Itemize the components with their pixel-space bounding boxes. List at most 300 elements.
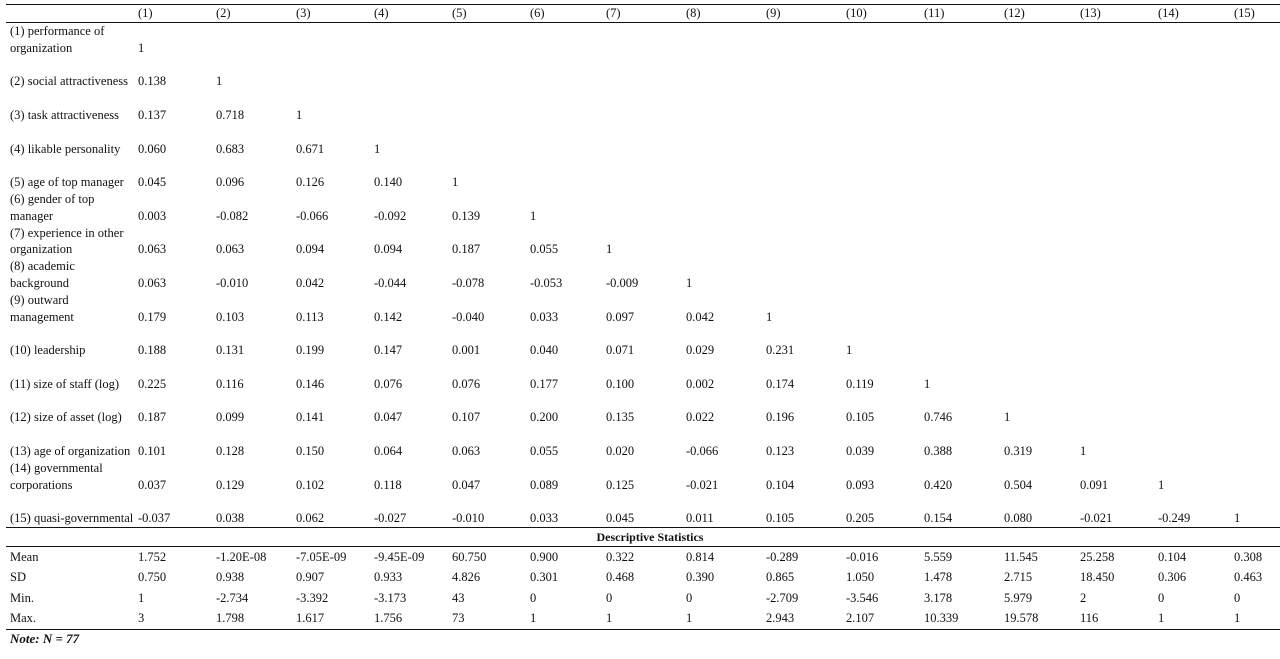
correlation-cell: 0.147 [374, 343, 403, 358]
correlation-cell [1000, 258, 1076, 292]
correlation-cell: -0.053 [530, 275, 563, 290]
correlation-cell: -0.078 [452, 275, 485, 290]
column-header: (3) [292, 5, 370, 23]
correlation-cell: 0.131 [216, 343, 245, 358]
correlation-cell: 0.142 [374, 309, 403, 324]
correlation-cell: 0.137 [138, 107, 167, 122]
correlation-row [6, 57, 1280, 91]
correlation-cell: 0.140 [374, 175, 403, 190]
correlation-cell: -0.021 [1076, 493, 1154, 527]
correlation-cell [920, 292, 1000, 326]
correlation-cell: -0.010 [216, 275, 249, 290]
correlation-row [6, 460, 1280, 494]
correlation-cell: 0.089 [530, 477, 559, 492]
correlation-cell [1076, 292, 1154, 326]
correlation-cell [682, 225, 762, 259]
correlation-cell: 0.091 [1080, 477, 1109, 492]
correlation-cell [1154, 225, 1230, 259]
correlation-cell: 1 [1004, 410, 1011, 425]
stat-cell: 60.750 [452, 549, 487, 564]
row-label: (2) social attractiveness [10, 74, 129, 89]
row-label: (13) age of organization [10, 443, 131, 458]
correlation-cell: 0.076 [374, 376, 403, 391]
correlation-cell [920, 124, 1000, 158]
correlation-cell: 0.104 [766, 477, 795, 492]
stat-cell: 1.617 [292, 608, 370, 629]
correlation-cell [842, 157, 920, 191]
correlation-cell [1076, 258, 1154, 292]
stat-cell: 3 [134, 608, 212, 629]
row-label: (8) academic background [10, 259, 75, 290]
stat-cell: 25.258 [1080, 549, 1115, 564]
correlation-cell: 0.103 [216, 309, 245, 324]
correlation-cell: 1 [1230, 493, 1280, 527]
correlation-cell: 0.042 [686, 309, 715, 324]
correlation-cell [602, 124, 682, 158]
correlation-cell: 0.188 [138, 343, 167, 358]
correlation-row [6, 90, 1280, 124]
correlation-cell: 0.118 [374, 477, 402, 492]
column-header: (7) [602, 5, 682, 23]
stat-cell: 1.798 [212, 608, 292, 629]
correlation-cell: -0.092 [374, 208, 407, 223]
correlation-cell [526, 124, 602, 158]
stat-cell: 10.339 [920, 608, 1000, 629]
correlation-cell [602, 157, 682, 191]
stat-cell: -3.546 [846, 590, 879, 605]
descriptive-row [6, 567, 1280, 588]
correlation-cell [1230, 292, 1280, 326]
correlation-cell: 0.063 [138, 242, 167, 257]
correlation-cell: -0.044 [374, 275, 407, 290]
stat-cell: 2.943 [762, 608, 842, 629]
stat-cell: 0.814 [686, 549, 715, 564]
correlation-cell [1154, 191, 1230, 225]
correlation-cell [1076, 124, 1154, 158]
correlation-cell: 0.040 [530, 343, 559, 358]
correlation-cell: 0.139 [452, 208, 481, 223]
correlation-cell [1154, 90, 1230, 124]
stat-cell: 5.559 [924, 549, 953, 564]
correlation-cell [1154, 124, 1230, 158]
stat-cell: 1 [602, 608, 682, 629]
correlation-cell [842, 23, 920, 57]
correlation-cell [1154, 157, 1230, 191]
correlation-cell: 0.055 [530, 242, 559, 257]
correlation-cell [1000, 23, 1076, 57]
correlation-cell [370, 23, 448, 57]
correlation-cell: 0.097 [606, 309, 635, 324]
correlation-cell [762, 23, 842, 57]
correlation-cell [1076, 225, 1154, 259]
correlation-cell: 0.123 [766, 443, 795, 458]
correlation-cell [1076, 325, 1154, 359]
correlation-cell: 0.105 [762, 493, 842, 527]
correlation-cell: 0.033 [526, 493, 602, 527]
descriptive-row [6, 608, 1280, 629]
correlation-cell [292, 57, 370, 91]
correlation-cell: 1 [452, 175, 459, 190]
stat-cell: 0 [606, 590, 613, 605]
correlation-cell [842, 292, 920, 326]
correlation-cell: 0.683 [216, 141, 245, 156]
stat-cell: 1.050 [846, 570, 875, 585]
correlation-cell: 0.002 [686, 376, 715, 391]
stat-cell: 1 [1154, 608, 1230, 629]
correlation-cell [1230, 258, 1280, 292]
correlation-cell: 0.119 [846, 376, 874, 391]
correlation-row [6, 225, 1280, 259]
correlation-cell: 0.047 [452, 477, 481, 492]
correlation-cell: 1 [138, 40, 145, 55]
correlation-cell: 0.125 [606, 477, 635, 492]
correlation-cell [1076, 57, 1154, 91]
correlation-row [6, 23, 1280, 57]
correlation-cell [526, 157, 602, 191]
correlation-cell: 0.388 [924, 443, 953, 458]
correlation-row [6, 359, 1280, 393]
correlation-cell: 1 [846, 343, 853, 358]
correlation-cell: 0.135 [606, 410, 635, 425]
correlation-cell [920, 23, 1000, 57]
correlation-cell: 0.080 [1000, 493, 1076, 527]
correlation-cell [1154, 426, 1230, 460]
correlation-cell: -0.009 [606, 275, 639, 290]
correlation-cell [762, 90, 842, 124]
correlation-cell [1076, 359, 1154, 393]
correlation-row [6, 426, 1280, 460]
correlation-cell: 1 [1158, 477, 1165, 492]
stat-cell: 0.301 [530, 570, 559, 585]
stat-cell: 0.865 [766, 570, 795, 585]
correlation-cell: 0.105 [846, 410, 875, 425]
correlation-cell: 0.047 [374, 410, 403, 425]
header-row [6, 5, 1280, 23]
stat-label: Min. [10, 590, 34, 605]
correlation-cell: 0.154 [920, 493, 1000, 527]
correlation-cell: -0.037 [134, 493, 212, 527]
correlation-cell [842, 90, 920, 124]
correlation-cell [762, 225, 842, 259]
stat-cell: -0.289 [766, 549, 799, 564]
correlation-cell: 0.076 [452, 376, 481, 391]
stat-cell: 0.468 [606, 570, 635, 585]
correlation-cell: 0.319 [1004, 443, 1033, 458]
correlation-cell: 0.045 [138, 175, 167, 190]
stat-cell: 0.750 [138, 570, 167, 585]
correlation-cell [920, 325, 1000, 359]
correlation-cell [448, 124, 526, 158]
row-label: (1) performance of organization [10, 24, 105, 55]
correlation-cell [1154, 393, 1230, 427]
correlation-cell: 0.141 [296, 410, 325, 425]
row-label: (3) task attractiveness [10, 107, 119, 122]
correlation-cell [1230, 124, 1280, 158]
stat-cell: -2.734 [216, 590, 249, 605]
sample-size-note: Note: N = 77 [10, 631, 80, 646]
correlation-cell: 1 [374, 141, 381, 156]
row-label: (15) quasi-governmental [6, 493, 134, 527]
correlation-cell [842, 225, 920, 259]
column-header: (8) [682, 5, 762, 23]
correlation-cell: 1 [296, 107, 303, 122]
correlation-cell: 0.100 [606, 376, 635, 391]
correlation-cell: 0.138 [138, 74, 167, 89]
row-label: (14) governmental corporations [10, 460, 103, 492]
correlation-cell: 1 [1080, 443, 1087, 458]
descriptive-title: Descriptive Statistics [6, 527, 1280, 546]
correlation-cell: 0.177 [530, 376, 559, 391]
column-header: (14) [1154, 5, 1230, 23]
stat-cell: 0.907 [296, 570, 325, 585]
correlation-cell: 0.064 [374, 443, 403, 458]
correlation-cell: 1 [766, 309, 773, 324]
correlation-cell: 0.718 [216, 107, 245, 122]
correlation-row [6, 292, 1280, 326]
stat-cell: 0 [1158, 590, 1165, 605]
stat-cell: 0 [530, 590, 537, 605]
stat-label: SD [10, 570, 26, 585]
stat-cell: -1.20E-08 [216, 549, 267, 564]
correlation-cell: 0.129 [216, 477, 245, 492]
stat-cell: 0.308 [1234, 549, 1263, 564]
correlation-cell [1000, 292, 1076, 326]
correlation-cell: 0.126 [296, 175, 325, 190]
correlation-row [6, 258, 1280, 292]
stat-label: Mean [10, 549, 39, 564]
correlation-row [6, 325, 1280, 359]
column-header: (9) [762, 5, 842, 23]
correlation-cell: 0.096 [216, 175, 245, 190]
stat-cell: -7.05E-09 [296, 549, 347, 564]
correlation-cell [1000, 124, 1076, 158]
correlation-cell: -0.040 [452, 309, 485, 324]
correlation-cell [370, 57, 448, 91]
correlation-cell: 0.003 [138, 208, 167, 223]
correlation-cell: 0.187 [452, 242, 481, 257]
stat-cell: 0.463 [1234, 570, 1263, 585]
correlation-row [6, 393, 1280, 427]
correlation-cell [526, 23, 602, 57]
correlation-cell [1230, 191, 1280, 225]
correlation-cell: 0.045 [602, 493, 682, 527]
correlation-cell: 0.196 [766, 410, 795, 425]
correlation-cell: 1 [530, 208, 537, 223]
column-header: (2) [212, 5, 292, 23]
correlation-cell: 0.020 [606, 443, 635, 458]
correlation-cell: 1 [924, 376, 931, 391]
correlation-cell [762, 258, 842, 292]
correlation-cell [920, 57, 1000, 91]
stat-cell: 1 [138, 590, 145, 605]
column-header: (11) [920, 5, 1000, 23]
correlation-cell: 0.039 [846, 443, 875, 458]
stat-cell: 73 [448, 608, 526, 629]
stat-cell: 1.752 [138, 549, 167, 564]
column-header: (10) [842, 5, 920, 23]
stat-cell: -3.392 [296, 590, 329, 605]
correlation-cell: -0.066 [296, 208, 329, 223]
correlation-cell: 0.063 [138, 275, 167, 290]
correlation-cell: 0.042 [296, 275, 325, 290]
correlation-cell: 0.038 [212, 493, 292, 527]
correlation-cell: 0.146 [296, 376, 325, 391]
correlation-cell [1000, 157, 1076, 191]
correlation-cell [1230, 460, 1280, 494]
correlation-cell: 0.200 [530, 410, 559, 425]
correlation-cell [602, 23, 682, 57]
row-label: (12) size of asset (log) [10, 410, 122, 425]
stat-cell: 4.826 [452, 570, 481, 585]
correlation-cell: 0.150 [296, 443, 325, 458]
correlation-cell [1154, 57, 1230, 91]
correlation-cell: -0.021 [686, 477, 719, 492]
correlation-cell [602, 90, 682, 124]
stat-cell: 0.104 [1158, 549, 1187, 564]
correlation-cell: 0.113 [296, 309, 324, 324]
correlation-cell [1154, 258, 1230, 292]
correlation-cell: 0.099 [216, 410, 245, 425]
correlation-cell: -0.010 [448, 493, 526, 527]
stat-cell: 1.478 [924, 570, 953, 585]
correlation-cell: 0.102 [296, 477, 325, 492]
correlation-cell: 0.231 [766, 343, 795, 358]
correlation-row [6, 157, 1280, 191]
correlation-cell: 1 [216, 74, 223, 89]
stat-cell: 1 [682, 608, 762, 629]
correlation-cell [920, 191, 1000, 225]
correlation-cell [920, 157, 1000, 191]
correlation-cell [762, 157, 842, 191]
correlation-cell [1230, 393, 1280, 427]
stat-cell: 0.390 [686, 570, 715, 585]
stat-cell: 0 [1234, 590, 1241, 605]
correlation-cell [842, 191, 920, 225]
correlation-cell [448, 90, 526, 124]
correlation-cell [212, 23, 292, 57]
correlation-cell: 1 [686, 275, 693, 290]
row-label: (4) likable personality [10, 141, 121, 156]
correlation-cell: 0.037 [138, 477, 167, 492]
correlation-cell [292, 23, 370, 57]
correlation-cell [1230, 325, 1280, 359]
correlation-cell: 0.746 [924, 410, 953, 425]
correlation-cell: 0.001 [452, 343, 481, 358]
stat-cell: 19.578 [1000, 608, 1076, 629]
column-header: (15) [1230, 5, 1280, 23]
column-header: (4) [370, 5, 448, 23]
correlation-cell: 0.094 [296, 242, 325, 257]
correlation-cell: 0.420 [924, 477, 953, 492]
stat-cell: 1 [526, 608, 602, 629]
descriptive-title-row [6, 527, 1280, 546]
correlation-cell: -0.027 [370, 493, 448, 527]
header-corner [6, 5, 134, 23]
stat-cell: 0.900 [530, 549, 559, 564]
stat-cell: 1 [1230, 608, 1280, 629]
stat-label: Max. [6, 608, 134, 629]
stat-cell: 2 [1080, 590, 1087, 605]
correlation-table [6, 4, 1280, 630]
row-label: (10) leadership [10, 343, 86, 358]
correlation-cell [842, 124, 920, 158]
correlation-cell [842, 258, 920, 292]
stat-cell: 5.979 [1004, 590, 1033, 605]
stat-cell: 2.107 [842, 608, 920, 629]
correlation-cell: 0.094 [374, 242, 403, 257]
correlation-cell: 0.093 [846, 477, 875, 492]
correlation-cell: 0.504 [1004, 477, 1033, 492]
correlation-cell: 0.128 [216, 443, 245, 458]
stat-cell: 11.545 [1004, 549, 1038, 564]
correlation-cell [1000, 359, 1076, 393]
correlation-cell [1000, 225, 1076, 259]
correlation-cell [1230, 157, 1280, 191]
correlation-cell: -0.066 [686, 443, 719, 458]
row-label: (11) size of staff (log) [10, 376, 119, 391]
column-header: (5) [448, 5, 526, 23]
row-label: (9) outward management [10, 292, 74, 324]
correlation-cell [682, 23, 762, 57]
correlation-row [6, 124, 1280, 158]
correlation-cell [682, 124, 762, 158]
correlation-cell [1230, 426, 1280, 460]
correlation-cell [448, 23, 526, 57]
correlation-cell [1076, 90, 1154, 124]
correlation-cell: 0.011 [682, 493, 762, 527]
stat-cell: 2.715 [1004, 570, 1033, 585]
column-header: (13) [1076, 5, 1154, 23]
stat-cell: 0.306 [1158, 570, 1187, 585]
column-header: (6) [526, 5, 602, 23]
correlation-cell [1000, 325, 1076, 359]
stat-cell: 18.450 [1080, 570, 1115, 585]
correlation-cell: 0.101 [138, 443, 167, 458]
correlation-cell: 0.205 [842, 493, 920, 527]
correlation-cell [682, 57, 762, 91]
stat-cell: 3.178 [924, 590, 953, 605]
stat-cell: -0.016 [846, 549, 879, 564]
stat-cell: 0.938 [216, 570, 245, 585]
correlation-cell [1230, 359, 1280, 393]
correlation-cell: 0.199 [296, 343, 325, 358]
correlation-cell [1230, 90, 1280, 124]
stat-cell: -2.709 [766, 590, 799, 605]
stat-cell: -3.173 [374, 590, 407, 605]
column-header: (1) [134, 5, 212, 23]
correlation-cell: -0.082 [216, 208, 249, 223]
correlation-cell: 0.060 [138, 141, 167, 156]
correlation-cell: 0.033 [530, 309, 559, 324]
correlation-cell [1000, 90, 1076, 124]
correlation-cell [448, 57, 526, 91]
stat-cell: 116 [1076, 608, 1154, 629]
correlation-cell [1154, 359, 1230, 393]
correlation-cell [920, 90, 1000, 124]
correlation-cell: 0.063 [452, 443, 481, 458]
correlation-cell [1000, 57, 1076, 91]
correlation-cell [370, 90, 448, 124]
correlation-cell [1230, 23, 1280, 57]
correlation-cell [1076, 157, 1154, 191]
correlation-cell: 0.055 [530, 443, 559, 458]
correlation-row [6, 191, 1280, 225]
correlation-cell [682, 90, 762, 124]
stat-cell: 0 [686, 590, 693, 605]
correlation-cell [920, 258, 1000, 292]
stat-cell: 0.933 [374, 570, 403, 585]
correlation-cell [1076, 23, 1154, 57]
